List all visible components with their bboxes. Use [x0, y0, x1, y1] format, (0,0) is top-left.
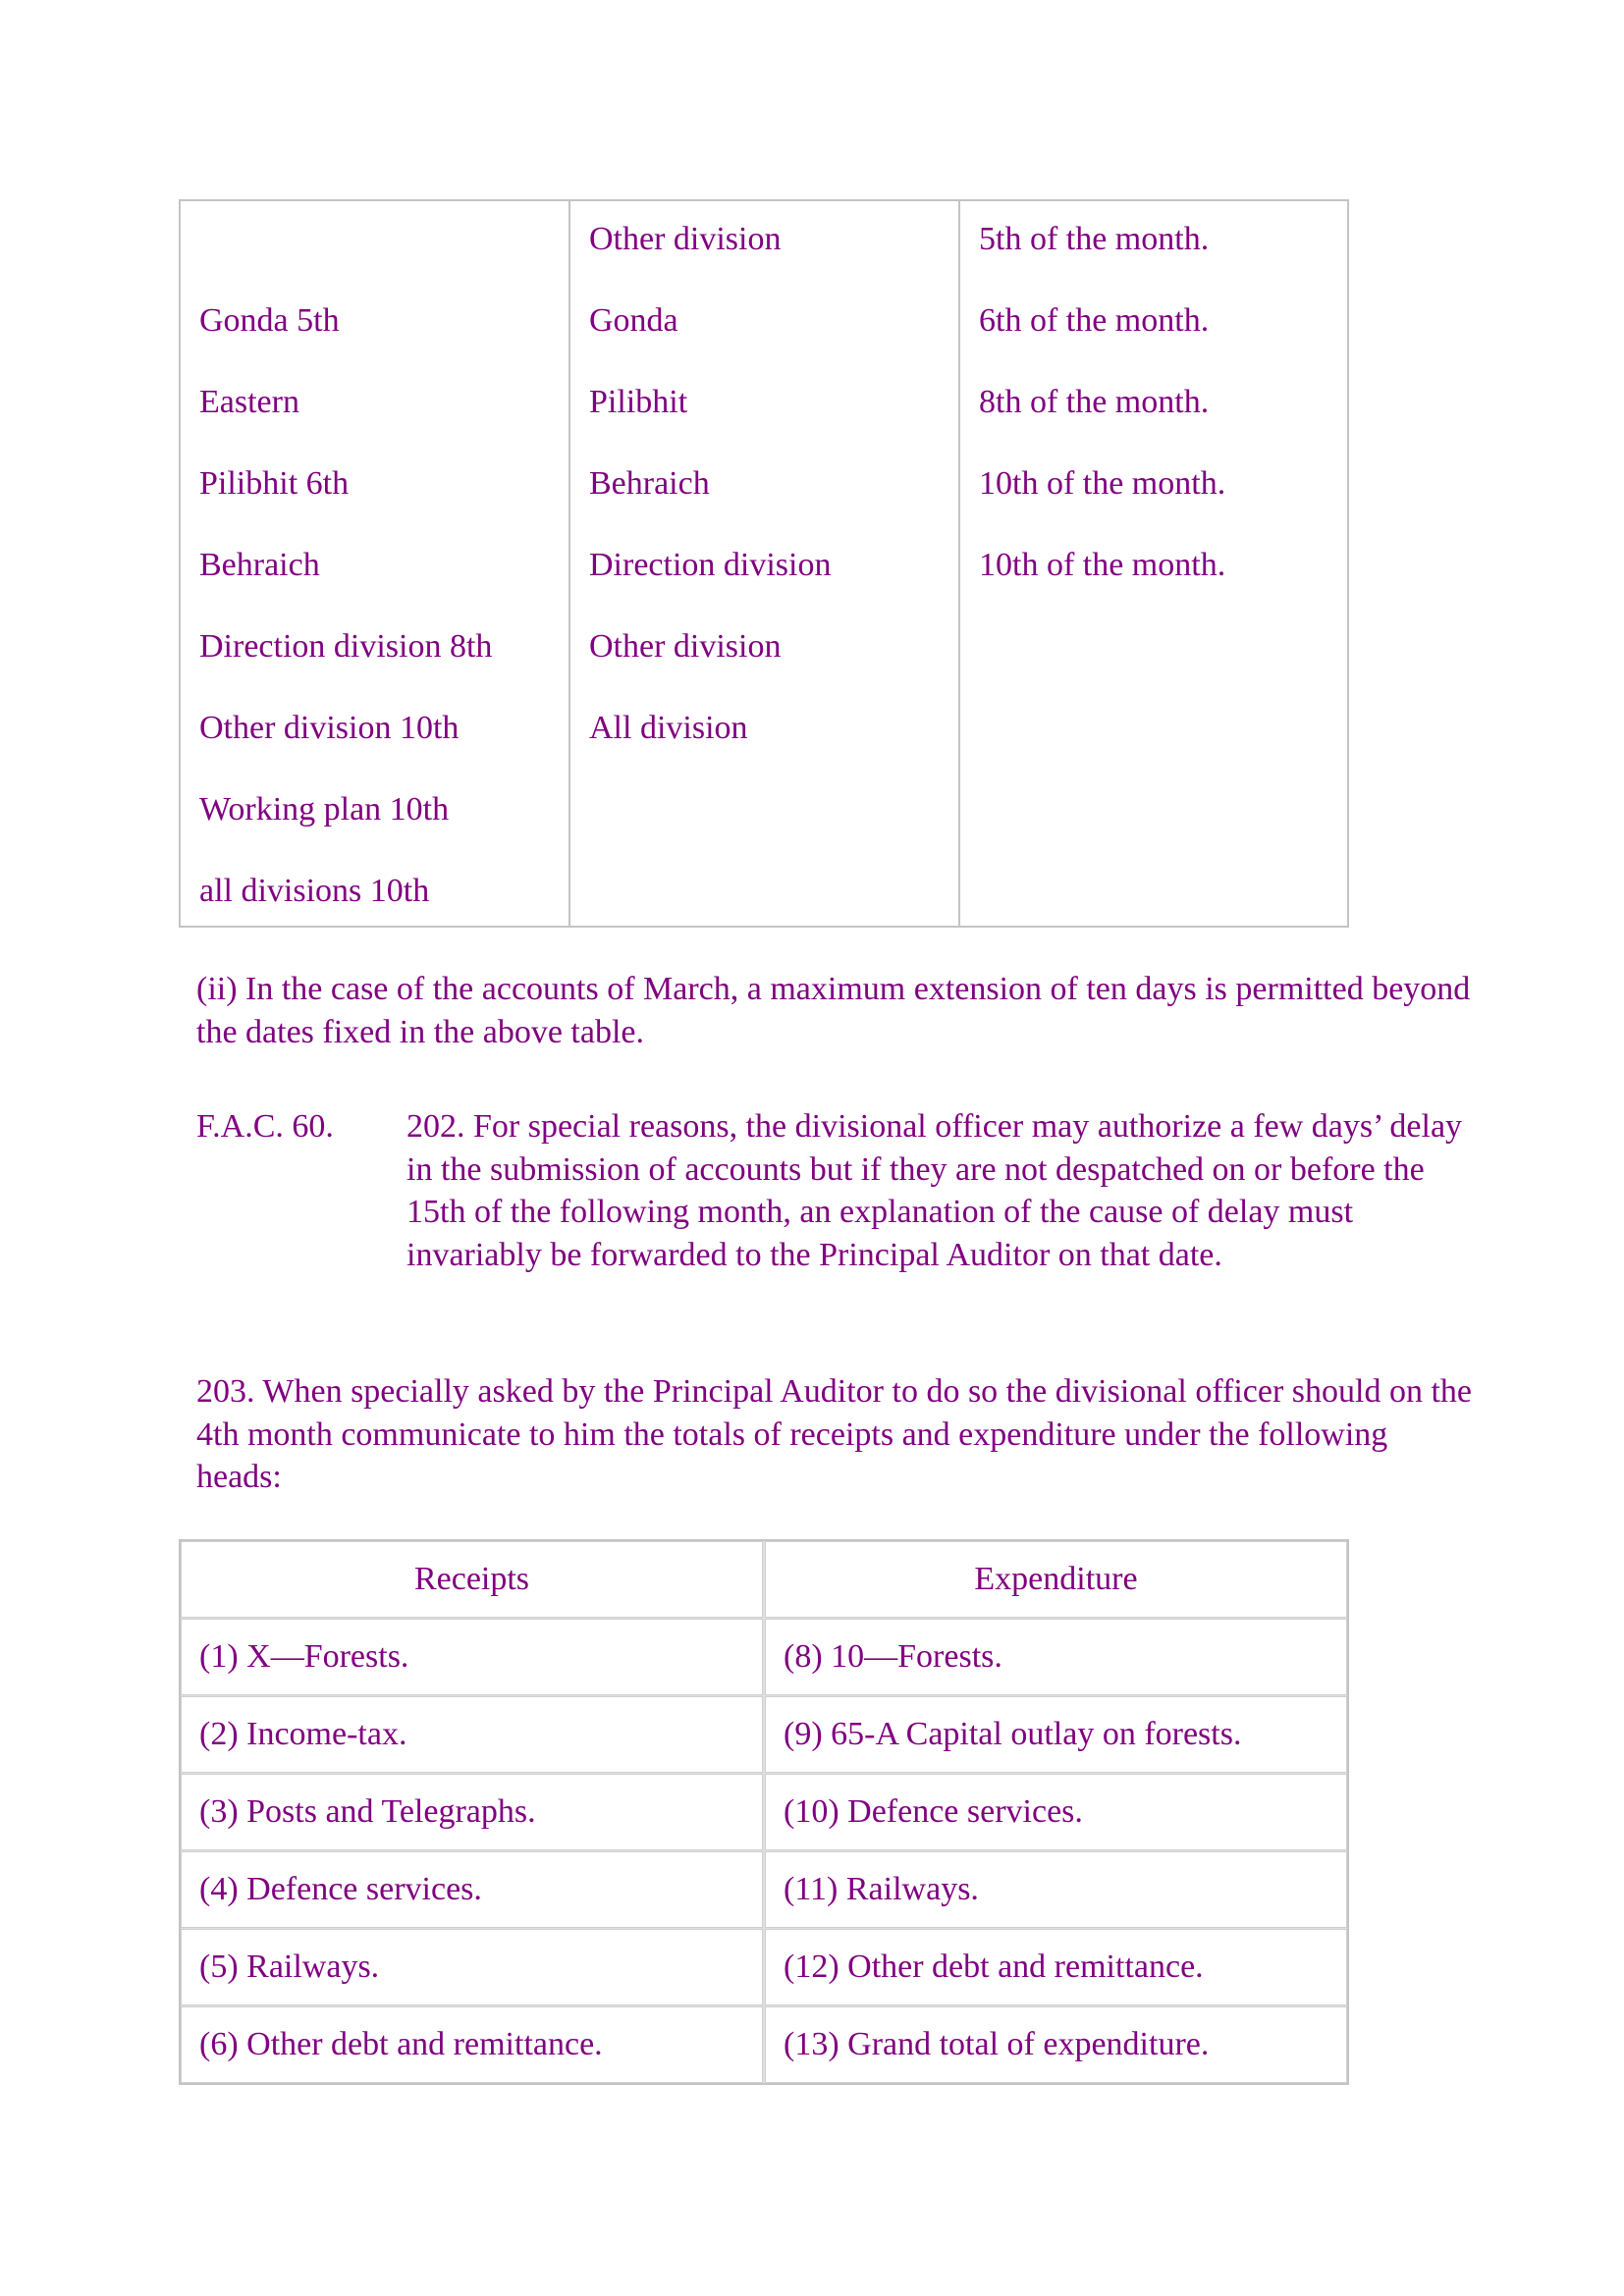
- header-receipts: Receipts: [181, 1541, 763, 1618]
- table-row: [181, 1619, 1347, 1695]
- receipt-cell: (3) Posts and Telegraphs.: [181, 1774, 763, 1850]
- table1-cell: Pilibhit 6th: [199, 465, 350, 502]
- expenditure-cell: (10) Defence services.: [765, 1774, 1347, 1850]
- table1-cell: Direction division 8th: [199, 628, 493, 665]
- table1-cell: 8th of the month.: [979, 384, 1210, 420]
- table1-cell: Other division: [589, 221, 782, 257]
- table-row: [181, 1696, 1347, 1773]
- receipt-cell: (4) Defence services.: [181, 1851, 763, 1928]
- submission-dates-table: [179, 199, 1349, 928]
- table1-cell: 6th of the month.: [979, 302, 1210, 339]
- paragraph-203: 203. When specially asked by the Principal Auditor to do so the divisional officer should on the 4th month communicate to him the totals of receipts and expenditure under the following heads:: [196, 1373, 1473, 1495]
- table1-column-3: [960, 201, 1347, 926]
- receipt-cell: (1) X—Forests.: [181, 1619, 763, 1695]
- table1-cell: Other division 10th: [199, 710, 460, 746]
- table1-cell: Working plan 10th: [199, 791, 450, 828]
- expenditure-cell: (11) Railways.: [765, 1851, 1347, 1928]
- table1-cell: Other division: [589, 628, 782, 665]
- receipts-expenditure-table: [179, 1539, 1349, 2085]
- table1-cell: all divisions 10th: [199, 873, 430, 909]
- expenditure-cell: (9) 65-A Capital outlay on forests.: [765, 1696, 1347, 1773]
- table1-column-2: [570, 201, 960, 926]
- fac-reference: F.A.C. 60.: [196, 1108, 334, 1145]
- header-expenditure: Expenditure: [765, 1541, 1347, 1618]
- table-row: [181, 1851, 1347, 1928]
- expenditure-cell: (13) Grand total of expenditure.: [765, 2006, 1347, 2083]
- paragraph-202: 202. For special reasons, the divisional officer may authorize a few days’ delay in the submission of accounts but if they are not despatched on or before the 15th of the following month, an explanation of the cause of delay must invariably be forwarded to the Principal Auditor on that date.: [406, 1108, 1463, 1273]
- table1-cell: Pilibhit: [589, 384, 688, 420]
- table1-cell: 10th of the month.: [979, 465, 1226, 502]
- receipt-cell: (6) Other debt and remittance.: [181, 2006, 763, 2083]
- table1-column-1: [181, 201, 570, 926]
- table1-cell: Behraich: [199, 547, 320, 583]
- table1-cell: All division: [589, 710, 748, 746]
- table1-cell: 10th of the month.: [979, 547, 1226, 583]
- table-row: [181, 1774, 1347, 1850]
- expenditure-cell: (8) 10—Forests.: [765, 1619, 1347, 1695]
- table1-cell: Gonda 5th: [199, 302, 340, 339]
- table1-cell: Direction division: [589, 547, 832, 583]
- table-row: [181, 1929, 1347, 2005]
- table1-cell: Behraich: [589, 465, 710, 502]
- table-row: [181, 2006, 1347, 2083]
- paragraph-ii: (ii) In the case of the accounts of March, a maximum extension of ten days is permitted beyond the dates fixed in the above table.: [196, 971, 1471, 1050]
- table-header-row: [181, 1541, 1347, 1618]
- table1-cell: Eastern: [199, 384, 299, 420]
- table1-cell: Gonda: [589, 302, 678, 339]
- expenditure-cell: (12) Other debt and remittance.: [765, 1929, 1347, 2005]
- receipt-cell: (5) Railways.: [181, 1929, 763, 2005]
- table1-cell: 5th of the month.: [979, 221, 1210, 257]
- receipt-cell: (2) Income-tax.: [181, 1696, 763, 1773]
